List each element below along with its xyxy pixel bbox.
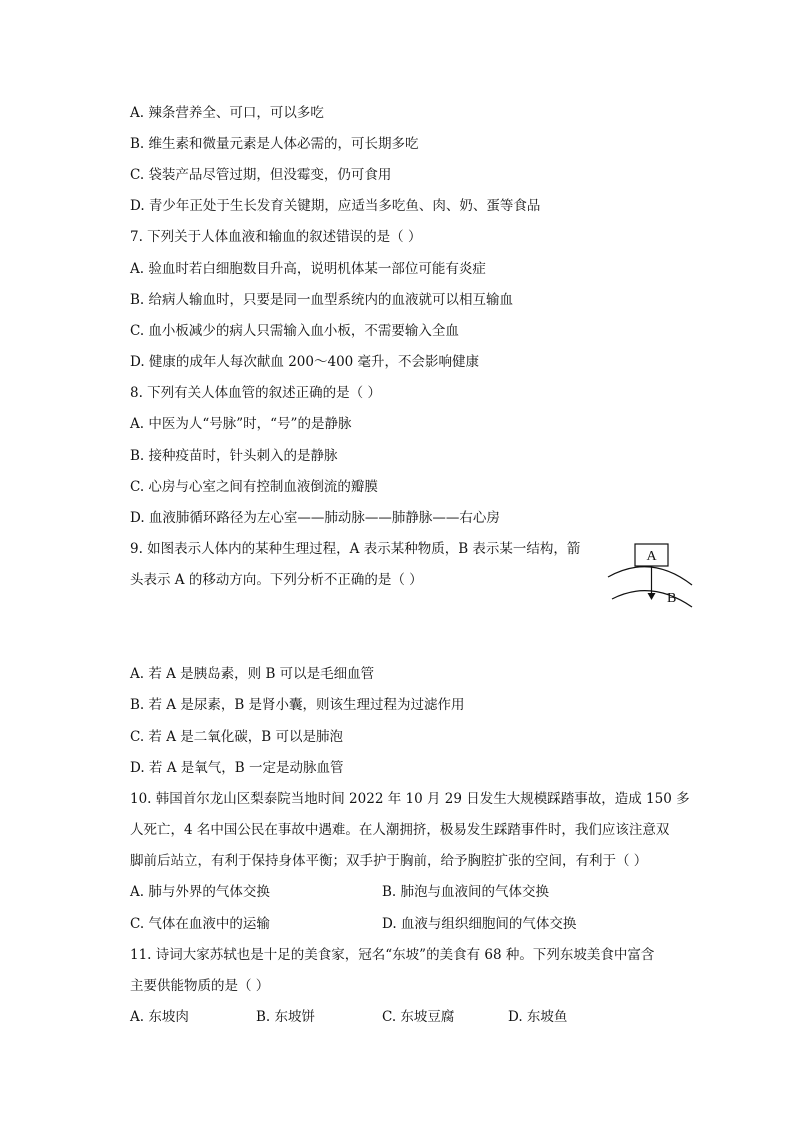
- question-10-stem-line3: 脚前后站立，有利于保持身体平衡；双手护于胸前，给予胸腔扩张的空间，有利于（ ）: [130, 853, 648, 869]
- q7-option-c: C. 血小板减少的病人只需输入血小板，不需要输入全血: [130, 323, 459, 339]
- option-d: D. 青少年正处于生长发育关键期，应适当多吃鱼、肉、奶、蛋等食品: [130, 198, 541, 214]
- label-a: A: [646, 549, 657, 564]
- q11-option-c: C. 东坡豆腐: [382, 1009, 455, 1025]
- q7-option-d: D. 健康的成年人每次献血 200～400 毫升，不会影响健康: [130, 354, 480, 370]
- q9-option-a: A. 若 A 是胰岛素，则 B 可以是毛细血管: [130, 666, 375, 682]
- q9-option-c: C. 若 A 是二氧化碳，B 可以是肺泡: [130, 729, 343, 745]
- q8-option-c: C. 心房与心室之间有控制血液倒流的瓣膜: [130, 479, 378, 495]
- question-10-stem-line2: 人死亡，4 名中国公民在事故中遇难。在人潮拥挤，极易发生踩踏事件时，我们应该注意双: [130, 822, 670, 838]
- q11-option-b: B. 东坡饼: [256, 1009, 316, 1025]
- q9-option-d: D. 若 A 是氧气，B 一定是动脉血管: [130, 760, 344, 776]
- q10-option-b: B. 肺泡与血液间的气体交换: [382, 884, 550, 900]
- q7-option-a: A. 验血时若白细胞数目升高，说明机体某一部位可能有炎症: [130, 261, 486, 277]
- q10-option-d: D. 血液与组织细胞间的气体交换: [382, 916, 577, 932]
- question-11-stem-line2: 主要供能物质的是（ ）: [130, 978, 270, 994]
- q9-diagram: [606, 541, 696, 611]
- movement-arrow-icon: [648, 593, 656, 600]
- question-9-stem-line2: 头表示 A 的移动方向。下列分析不正确的是（ ）: [130, 572, 423, 588]
- structure-b-upper-arc: [608, 567, 692, 585]
- label-b: B: [667, 591, 677, 606]
- question-11-stem-line1: 11. 诗词大家苏轼也是十足的美食家，冠名“东坡”的美食有 68 种。下列东坡美食中富含: [130, 947, 655, 963]
- q7-option-b: B. 给病人输血时，只要是同一血型系统内的血液就可以相互输血: [130, 292, 514, 308]
- q11-option-d: D. 东坡鱼: [508, 1009, 568, 1025]
- q10-option-c: C. 气体在血液中的运输: [130, 916, 270, 932]
- q8-option-a: A. 中医为人“号脉”时，“号”的是静脉: [130, 416, 352, 432]
- q8-option-d: D. 血液肺循环路径为左心室——肺动脉——肺静脉——右心房: [130, 510, 500, 526]
- question-8-stem: 8. 下列有关人体血管的叙述正确的是（ ）: [130, 385, 381, 401]
- option-b: B. 维生素和微量元素是人体必需的，可长期多吃: [130, 136, 419, 152]
- q11-option-a: A. 东坡肉: [130, 1009, 189, 1025]
- question-10-stem-line1: 10. 韩国首尔龙山区梨泰院当地时间 2022 年 10 月 29 日发生大规模踩踏事故，造成 150 多: [130, 791, 690, 807]
- question-7-stem: 7. 下列关于人体血液和输血的叙述错误的是（ ）: [130, 229, 422, 245]
- q9-option-b: B. 若 A 是尿素，B 是肾小囊，则该生理过程为过滤作用: [130, 697, 465, 713]
- question-9-stem-line1: 9. 如图表示人体内的某种生理过程，A 表示某种物质，B 表示某一结构，箭: [130, 541, 581, 557]
- option-a: A. 辣条营养全、可口，可以多吃: [130, 105, 324, 121]
- option-c: C. 袋装产品尽管过期，但没霉变，仍可食用: [130, 167, 392, 183]
- q10-option-a: A. 肺与外界的气体交换: [130, 884, 270, 900]
- q8-option-b: B. 接种疫苗时，针头刺入的是静脉: [130, 448, 338, 464]
